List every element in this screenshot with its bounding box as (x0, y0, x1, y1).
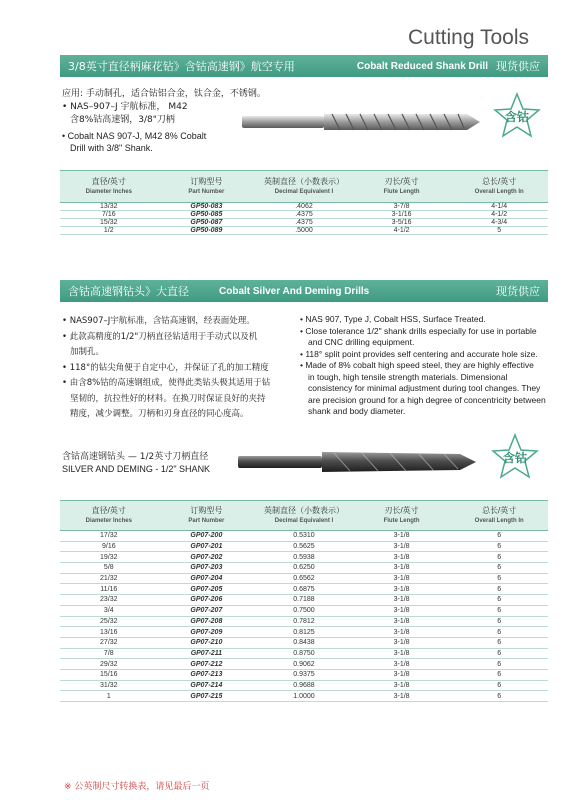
section1-stock-label: 现货供应 (496, 60, 540, 73)
cell-decimal: 0.6250 (255, 563, 353, 574)
cell-part-number: GP07-213 (158, 669, 256, 680)
table-row (60, 627, 548, 638)
col-flute-length: 刃长/英寸 Flute Length (353, 171, 451, 203)
section1-bullet-cn-a: • NAS–907–J 宇航标准， M42 (62, 102, 188, 112)
cell-diameter: 13/16 (60, 627, 158, 638)
cell-overall-length: 4-3/4 (450, 219, 548, 227)
table-row (60, 219, 548, 227)
cell-diameter: 9/16 (60, 541, 158, 552)
feature-cn-line: 加制孔。 (70, 347, 105, 357)
cell-flute-length: 3-1/8 (353, 552, 451, 563)
cell-flute-length: 3-1/8 (353, 669, 451, 680)
cell-decimal: 0.7500 (255, 605, 353, 616)
cell-flute-length: 3-1/8 (353, 637, 451, 648)
cell-overall-length: 6 (450, 648, 548, 659)
table-row (60, 552, 548, 563)
section1-header-bar (60, 55, 548, 77)
cell-part-number: GP50-083 (158, 203, 256, 211)
cell-overall-length: 4-1/2 (450, 211, 548, 219)
cell-flute-length: 3-1/8 (353, 605, 451, 616)
cell-diameter: 31/32 (60, 680, 158, 691)
feature-en-line: • NAS 907, Type J, Cobalt HSS, Surface Treated. (300, 314, 486, 324)
feature-cn-line: • NAS907–J宇航标准，含钴高速钢，经表面处理。 (62, 316, 255, 326)
table-row (60, 563, 548, 574)
table-row (60, 541, 548, 552)
caption-en: SILVER AND DEMING - 1/2" SHANK (62, 464, 211, 474)
cell-decimal: 0.5938 (255, 552, 353, 563)
cell-overall-length: 6 (450, 573, 548, 584)
table-row (60, 669, 548, 680)
feature-cn-line: • 118°的钻尖角便于自定中心，并保证了孔的加工精度 (62, 362, 269, 373)
section1-bullet-en (62, 130, 206, 154)
cell-diameter: 15/32 (60, 219, 158, 227)
section1-title-cn: 3/8英寸直径柄麻花钻》含钴高速钢》航空专用 (68, 60, 295, 73)
cell-part-number: GP07-214 (158, 680, 256, 691)
section1-bullet-cn-b: 含8%钴高速钢，3/8"刀柄 (70, 115, 175, 125)
cell-diameter: 3/4 (60, 605, 158, 616)
cell-flute-length: 3-1/8 (353, 680, 451, 691)
feature-en-line: in tough, high tensile strength materials. Dimensional (308, 371, 508, 382)
table-row (60, 531, 548, 542)
cell-diameter: 17/32 (60, 531, 158, 542)
cell-flute-length: 3-1/8 (353, 616, 451, 627)
col-decimal: 英制直径（小数表示） Decimal Equivalent I (255, 501, 353, 531)
cell-overall-length: 6 (450, 531, 548, 542)
cell-diameter: 1/2 (60, 227, 158, 235)
cell-overall-length: 6 (450, 552, 548, 563)
cell-part-number: GP07-208 (158, 616, 256, 627)
col-decimal: 英制直径（小数表示） Decimal Equivalent I (255, 171, 353, 203)
section2-title-en: Cobalt Silver And Deming Drills (219, 285, 370, 297)
cell-diameter: 23/32 (60, 595, 158, 606)
cell-diameter: 5/8 (60, 563, 158, 574)
cell-diameter: 7/16 (60, 211, 158, 219)
cell-flute-length: 3-1/8 (353, 531, 451, 542)
section2-title-cn: 含钴高速钢钻头》大直径 (68, 285, 189, 298)
cell-overall-length: 6 (450, 659, 548, 670)
cell-flute-length: 4-1/2 (353, 227, 451, 235)
cell-decimal: 0.7188 (255, 595, 353, 606)
col-diameter: 直径/英寸 Diameter Inches (60, 501, 158, 531)
table-row (60, 616, 548, 627)
section1-title-en: Cobalt Reduced Shank Drill (356, 60, 488, 72)
cell-decimal: 0.8438 (255, 637, 353, 648)
cell-diameter: 27/32 (60, 637, 158, 648)
cell-part-number: GP07-207 (158, 605, 256, 616)
cell-overall-length: 6 (450, 584, 548, 595)
cobalt-badge-text: 含钴 (504, 110, 529, 124)
cell-overall-length: 6 (450, 595, 548, 606)
cell-diameter: 13/32 (60, 203, 158, 211)
cell-flute-length: 3-1/8 (353, 659, 451, 670)
cell-diameter: 7/8 (60, 648, 158, 659)
cell-part-number: GP07-210 (158, 637, 256, 648)
cell-diameter: 11/16 (60, 584, 158, 595)
cell-flute-length: 3-1/8 (353, 563, 451, 574)
col-flute-length: 刃长/英寸 Flute Length (353, 501, 451, 531)
cell-flute-length: 3-1/8 (353, 691, 451, 702)
cell-overall-length: 4-1/4 (450, 203, 548, 211)
footnote: ※ 公英制尺寸转换表，请见最后一页 (64, 782, 210, 792)
cell-decimal: 0.8750 (255, 648, 353, 659)
feature-en-line: and CNC drilling equipment. (308, 337, 415, 347)
cell-part-number: GP50-089 (158, 227, 256, 235)
feature-cn-line: • 由含8%钴的高速钢组成，使得此类钻头极其适用于钻 (62, 378, 271, 388)
section2-features-cn (62, 314, 292, 423)
cell-overall-length: 6 (450, 627, 548, 638)
cell-part-number: GP07-212 (158, 659, 256, 670)
table-row (60, 637, 548, 648)
section2-header-bar (60, 280, 548, 302)
cell-part-number: GP07-200 (158, 531, 256, 542)
cell-overall-length: 6 (450, 669, 548, 680)
col-part-number: 订购型号 Part Number (158, 501, 256, 531)
cell-decimal: 0.8125 (255, 627, 353, 638)
cell-part-number: GP07-202 (158, 552, 256, 563)
cell-flute-length: 3-1/8 (353, 627, 451, 638)
cell-part-number: GP50-087 (158, 219, 256, 227)
cell-decimal: 0.5625 (255, 541, 353, 552)
section1-bullet-en-b: Drill with 3/8" Shank. (70, 143, 153, 153)
cell-overall-length: 6 (450, 691, 548, 702)
feature-en-line: shank and body diameter. (308, 406, 406, 416)
feature-cn-line: 精度，减少调整。刀柄和刃身直径的同心度高。 (70, 409, 249, 419)
table-row (60, 691, 548, 702)
cell-part-number: GP07-211 (158, 648, 256, 659)
feature-en-line: • 118° split point provides self centering and accurate hole size. (300, 348, 538, 359)
brand-title: Cutting Tools (407, 26, 529, 49)
cell-part-number: GP07-203 (158, 563, 256, 574)
cell-flute-length: 3-5/16 (353, 219, 451, 227)
cell-flute-length: 3-1/8 (353, 584, 451, 595)
section2-spec-table (60, 500, 548, 702)
cell-part-number: GP07-204 (158, 573, 256, 584)
cell-flute-length: 3-1/16 (353, 211, 451, 219)
col-part-number: 订购型号 Part Number (158, 171, 256, 203)
cell-overall-length: 5 (450, 227, 548, 235)
cell-part-number: GP07-201 (158, 541, 256, 552)
cobalt-star-badge-2 (491, 433, 539, 481)
table-row (60, 595, 548, 606)
caption-cn: 含钴高速钢钻头 — 1/2英寸刀柄直径 (62, 452, 209, 462)
cell-decimal: 0.9375 (255, 669, 353, 680)
cell-flute-length: 3-7/8 (353, 203, 451, 211)
feature-en-line: consistency for minimal adjustment during tool changes. They (308, 383, 541, 393)
cell-overall-length: 6 (450, 680, 548, 691)
cell-part-number: GP07-209 (158, 627, 256, 638)
cell-decimal: .4375 (255, 219, 353, 227)
cell-decimal: 0.6562 (255, 573, 353, 584)
table-row (60, 573, 548, 584)
feature-cn-line: 坚韧的，抗拉性好的材料。在换刀时保证良好的夹持 (70, 393, 266, 404)
cell-decimal: 0.7812 (255, 616, 353, 627)
cell-diameter: 1 (60, 691, 158, 702)
reduced-shank-drill-image (242, 109, 482, 135)
section1-table-header (60, 171, 548, 203)
col-diameter: 直径/英寸 Diameter Inches (60, 171, 158, 203)
table-row (60, 648, 548, 659)
cell-decimal: 0.9062 (255, 659, 353, 670)
cell-decimal: .5000 (255, 227, 353, 235)
feature-en-line: • Close tolerance 1/2" shank drills especially for use in portable (300, 325, 537, 336)
cell-overall-length: 6 (450, 637, 548, 648)
feature-en-line: • Made of 8% cobalt high speed steel, they are highly effective (300, 360, 534, 370)
table-row (60, 680, 548, 691)
col-overall-length: 总长/英寸 Overall Length In (450, 501, 548, 531)
table-row (60, 659, 548, 670)
cobalt-star-badge (493, 92, 541, 140)
cell-diameter: 15/16 (60, 669, 158, 680)
table-row (60, 584, 548, 595)
cell-decimal: .4062 (255, 203, 353, 211)
cell-part-number: GP50-085 (158, 211, 256, 219)
table-row (60, 211, 548, 219)
feature-cn-line: • 此款高精度的1/2"刀柄直径钻适用于手动式以及机 (62, 331, 258, 342)
section2-features-en (300, 314, 552, 418)
section1-application: 应用: 手动制孔，适合钻铝合金，钛合金，不锈钢。 (62, 89, 266, 99)
cell-diameter: 21/32 (60, 573, 158, 584)
cell-part-number: GP07-206 (158, 595, 256, 606)
cell-decimal: 0.9688 (255, 680, 353, 691)
cell-overall-length: 6 (450, 605, 548, 616)
cell-flute-length: 3-1/8 (353, 573, 451, 584)
silver-deming-drill-image (238, 447, 478, 477)
cell-decimal: .4375 (255, 211, 353, 219)
table-row (60, 203, 548, 211)
table-row (60, 605, 548, 616)
cell-overall-length: 6 (450, 616, 548, 627)
section2-caption (62, 451, 210, 475)
cell-overall-length: 6 (450, 541, 548, 552)
cell-diameter: 29/32 (60, 659, 158, 670)
cell-decimal: 0.6875 (255, 584, 353, 595)
section1-spec-table (60, 170, 548, 235)
cell-flute-length: 3-1/8 (353, 648, 451, 659)
cell-decimal: 1.0000 (255, 691, 353, 702)
cell-diameter: 19/32 (60, 552, 158, 563)
section2-stock-label: 现货供应 (496, 285, 540, 298)
section2-table-header (60, 501, 548, 531)
col-overall-length: 总长/英寸 Overall Length In (450, 171, 548, 203)
table-row (60, 227, 548, 235)
section1-description (62, 88, 266, 127)
cobalt-badge-text-2: 含钴 (502, 451, 527, 465)
cell-part-number: GP07-215 (158, 691, 256, 702)
cell-flute-length: 3-1/8 (353, 541, 451, 552)
cell-decimal: 0.5310 (255, 531, 353, 542)
cell-diameter: 25/32 (60, 616, 158, 627)
cell-overall-length: 6 (450, 563, 548, 574)
section1-bullet-en-a: • Cobalt NAS 907-J, M42 8% Cobalt (62, 131, 207, 141)
cell-part-number: GP07-205 (158, 584, 256, 595)
feature-en-line: are precision ground for a high degree of concentricity between (308, 394, 546, 405)
cell-flute-length: 3-1/8 (353, 595, 451, 606)
